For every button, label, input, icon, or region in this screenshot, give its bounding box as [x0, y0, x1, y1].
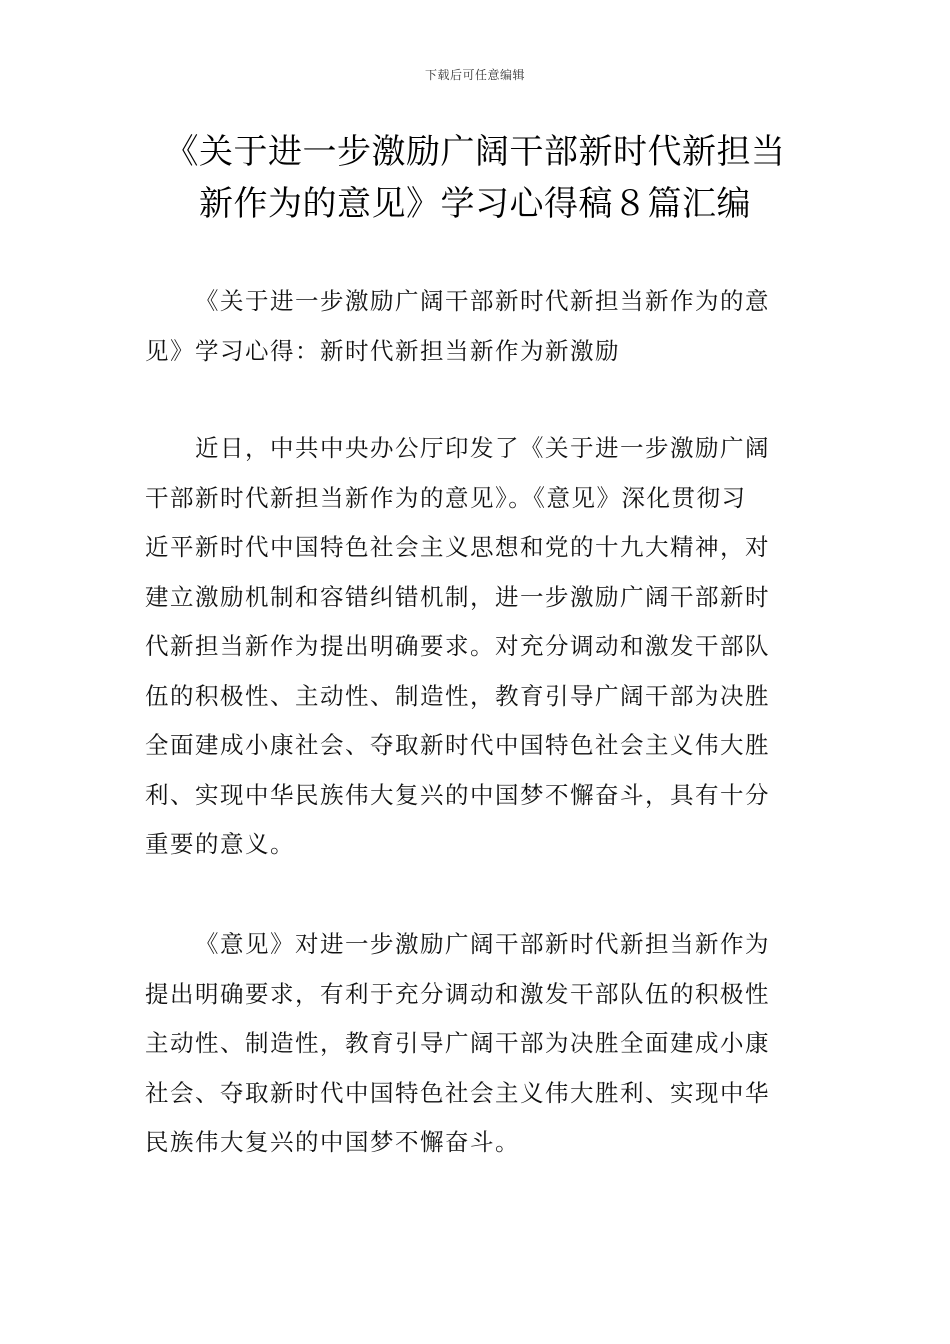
paragraph-line: 民族伟大复兴的中国梦不懈奋斗。	[145, 1128, 520, 1156]
paragraph-line: 见》学习心得：新时代新担当新作为新激励	[145, 336, 620, 365]
body-paragraph-1	[145, 424, 809, 870]
paragraph-line: 代新担当新作为提出明确要求。对充分调动和激发干部队	[145, 632, 770, 660]
title-line: 新作为的意见》学习心得稿８篇汇编	[199, 184, 751, 224]
title-line: 《关于进一步激励广阔干部新时代新担当	[164, 132, 786, 172]
body-paragraph-2	[145, 920, 809, 1168]
paragraph-line: 建立激励机制和容错纠错机制，进一步激励广阔干部新时	[145, 582, 770, 611]
paragraph-line: 《意见》对进一步激励广阔干部新时代新担当新作为	[195, 930, 770, 958]
subtitle-paragraph	[145, 277, 809, 376]
paragraph-line: 利、实现中华民族伟大复兴的中国梦不懈奋斗，具有十分	[145, 780, 770, 809]
page-header-note: 下载后可任意编辑	[424, 68, 525, 82]
paragraph-line: 近平新时代中国特色社会主义思想和党的十九大精神，对	[145, 533, 770, 561]
paragraph-line: 干部新时代新担当新作为的意见》。《意见》深化贯彻习	[145, 483, 747, 512]
paragraph-line: 近日，中共中央办公厅印发了《关于进一步激励广阔	[195, 434, 770, 462]
paragraph-line: 主动性、制造性，教育引导广阔干部为决胜全面建成小康	[145, 1029, 770, 1057]
paragraph-line: 伍的积极性、主动性、制造性，教育引导广阔干部为决胜	[145, 681, 770, 710]
paragraph-line: 社会、夺取新时代中国特色社会主义伟大胜利、实现中华	[145, 1078, 770, 1107]
paragraph-line: 提出明确要求，有利于充分调动和激发干部队伍的积极性	[145, 979, 770, 1008]
document-title	[150, 126, 800, 230]
paragraph-line: 重要的意义。	[145, 830, 295, 858]
paragraph-line: 全面建成小康社会、夺取新时代中国特色社会主义伟大胜	[145, 731, 770, 759]
paragraph-line: 《关于进一步激励广阔干部新时代新担当新作为的意	[195, 287, 770, 315]
